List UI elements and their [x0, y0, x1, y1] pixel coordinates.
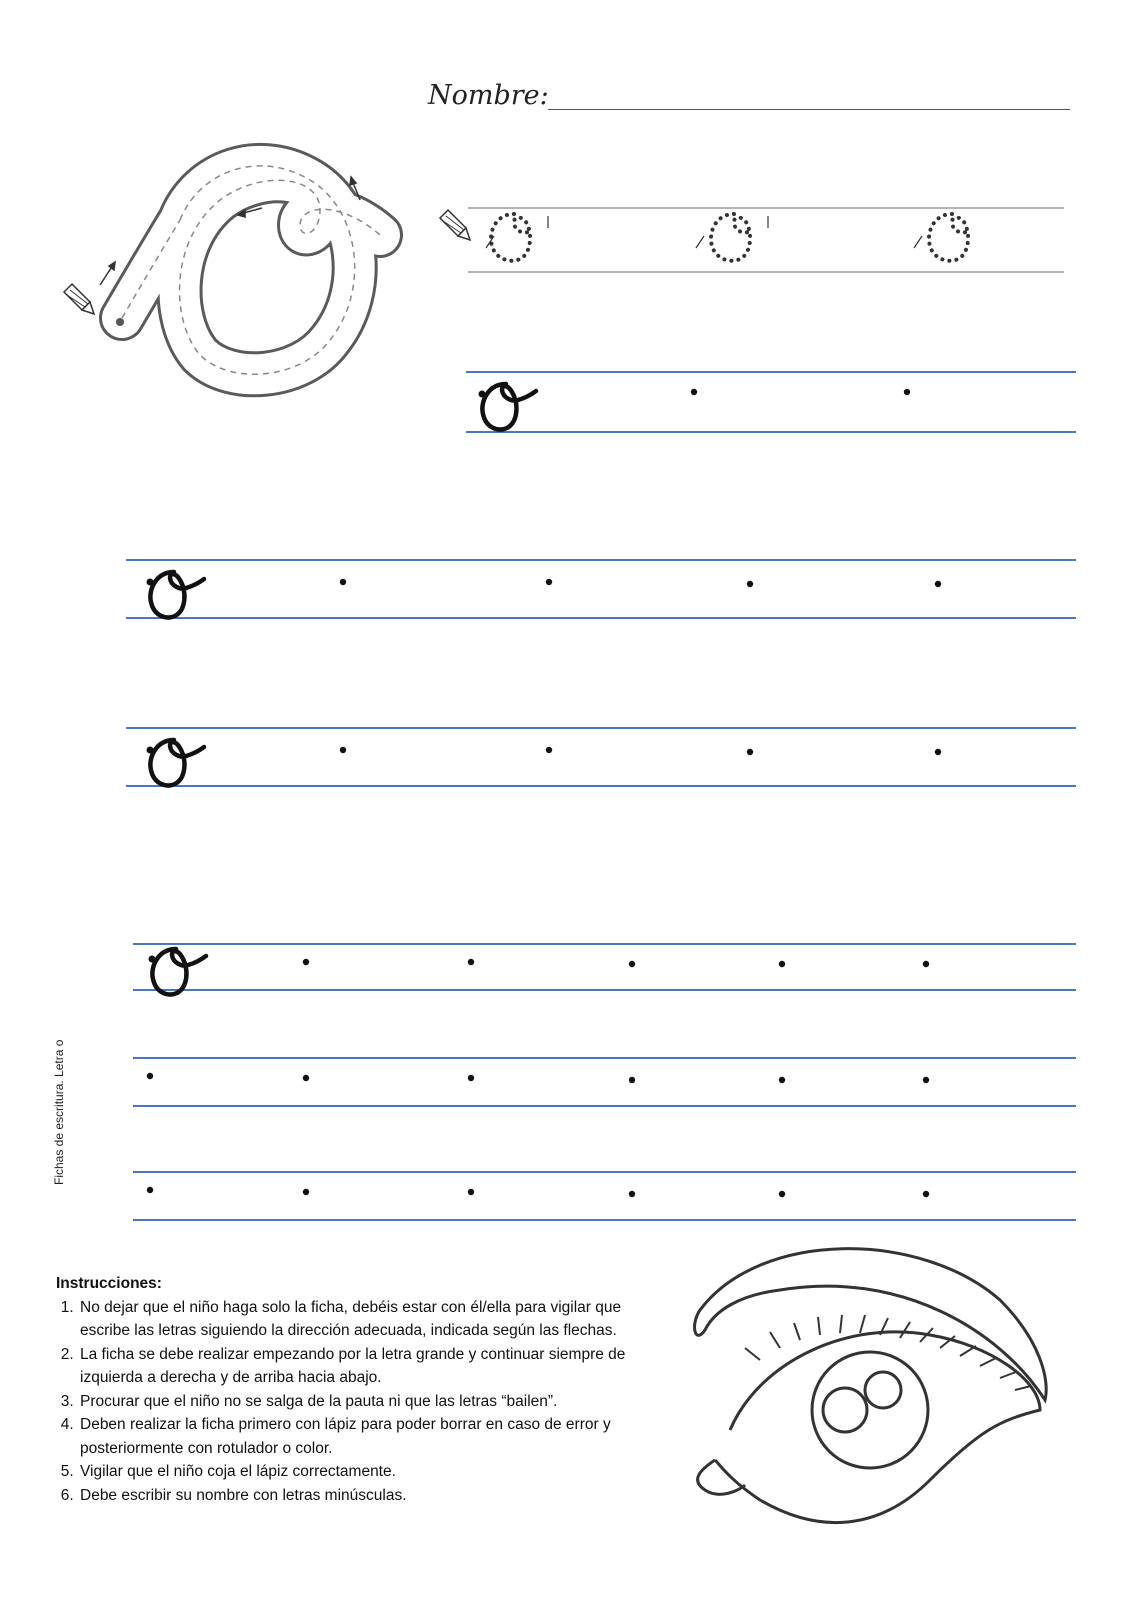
start-dot — [904, 389, 910, 395]
instructions-list — [56, 1296, 646, 1508]
writing-row[interactable] — [126, 728, 1076, 786]
pencil-icon — [64, 284, 94, 314]
start-dot — [340, 747, 346, 753]
writing-rows[interactable] — [126, 372, 1076, 1220]
start-dot — [303, 1189, 309, 1195]
start-dot — [779, 961, 785, 967]
start-dot — [923, 961, 929, 967]
letter-o-model — [479, 384, 537, 429]
start-dot — [935, 749, 941, 755]
start-dot — [546, 579, 552, 585]
trace-row-dotted — [440, 208, 1064, 272]
writing-row[interactable] — [133, 1172, 1076, 1220]
start-dot — [935, 581, 941, 587]
start-dot — [779, 1191, 785, 1197]
start-dot — [691, 389, 697, 395]
instruction-item: 3. Procurar que el niño no se salga de la pauta ni que las letras “bailen”. — [78, 1390, 646, 1414]
instruction-item: 5. Vigilar que el niño coja el lápiz correctamente. — [78, 1460, 646, 1484]
writing-row[interactable] — [133, 944, 1076, 994]
start-dot — [468, 1075, 474, 1081]
start-dot — [468, 959, 474, 965]
start-dot — [923, 1191, 929, 1197]
instruction-item: 2. La ficha se debe realizar empezando por la letra grande y continuar siempre de izquierda a derecha y de arriba hacia abajo. — [78, 1343, 646, 1390]
name-label: Nombre: — [428, 80, 549, 111]
start-dot — [147, 1073, 153, 1079]
eye-illustration — [695, 1249, 1047, 1523]
start-dot — [468, 1189, 474, 1195]
start-dot — [147, 1187, 153, 1193]
instruction-item: 1. No dejar que el niño haga solo la ficha, debéis estar con él/ella para vigilar que escribe las letras siguiendo la dirección adecuada, indicada según las flechas. — [78, 1296, 646, 1343]
start-dot — [340, 579, 346, 585]
start-dot — [747, 581, 753, 587]
letter-o-model — [147, 740, 205, 785]
letter-o-model — [149, 949, 207, 994]
letter-o-model — [147, 572, 205, 617]
instructions-title: Instrucciones: — [56, 1275, 162, 1292]
start-dot — [923, 1077, 929, 1083]
writing-row[interactable] — [466, 372, 1076, 432]
start-dot — [629, 1191, 635, 1197]
start-dot — [779, 1077, 785, 1083]
writing-row[interactable] — [133, 1058, 1076, 1106]
instructions — [56, 1272, 646, 1507]
start-dot — [747, 749, 753, 755]
start-dot — [303, 959, 309, 965]
large-letter-o-model — [64, 166, 380, 374]
start-dot — [629, 1077, 635, 1083]
instruction-item: 6. Debe escribir su nombre con letras minúsculas. — [78, 1484, 646, 1508]
start-dot — [546, 747, 552, 753]
side-label: Fichas de escritura. Letra o — [52, 1039, 66, 1185]
start-dot — [303, 1075, 309, 1081]
writing-row[interactable] — [126, 560, 1076, 618]
instruction-item: 4. Deben realizar la ficha primero con lápiz para poder borrar en caso de error y posteriormente con rotulador o color. — [78, 1413, 646, 1460]
start-dot — [629, 961, 635, 967]
pencil-icon — [440, 210, 470, 240]
